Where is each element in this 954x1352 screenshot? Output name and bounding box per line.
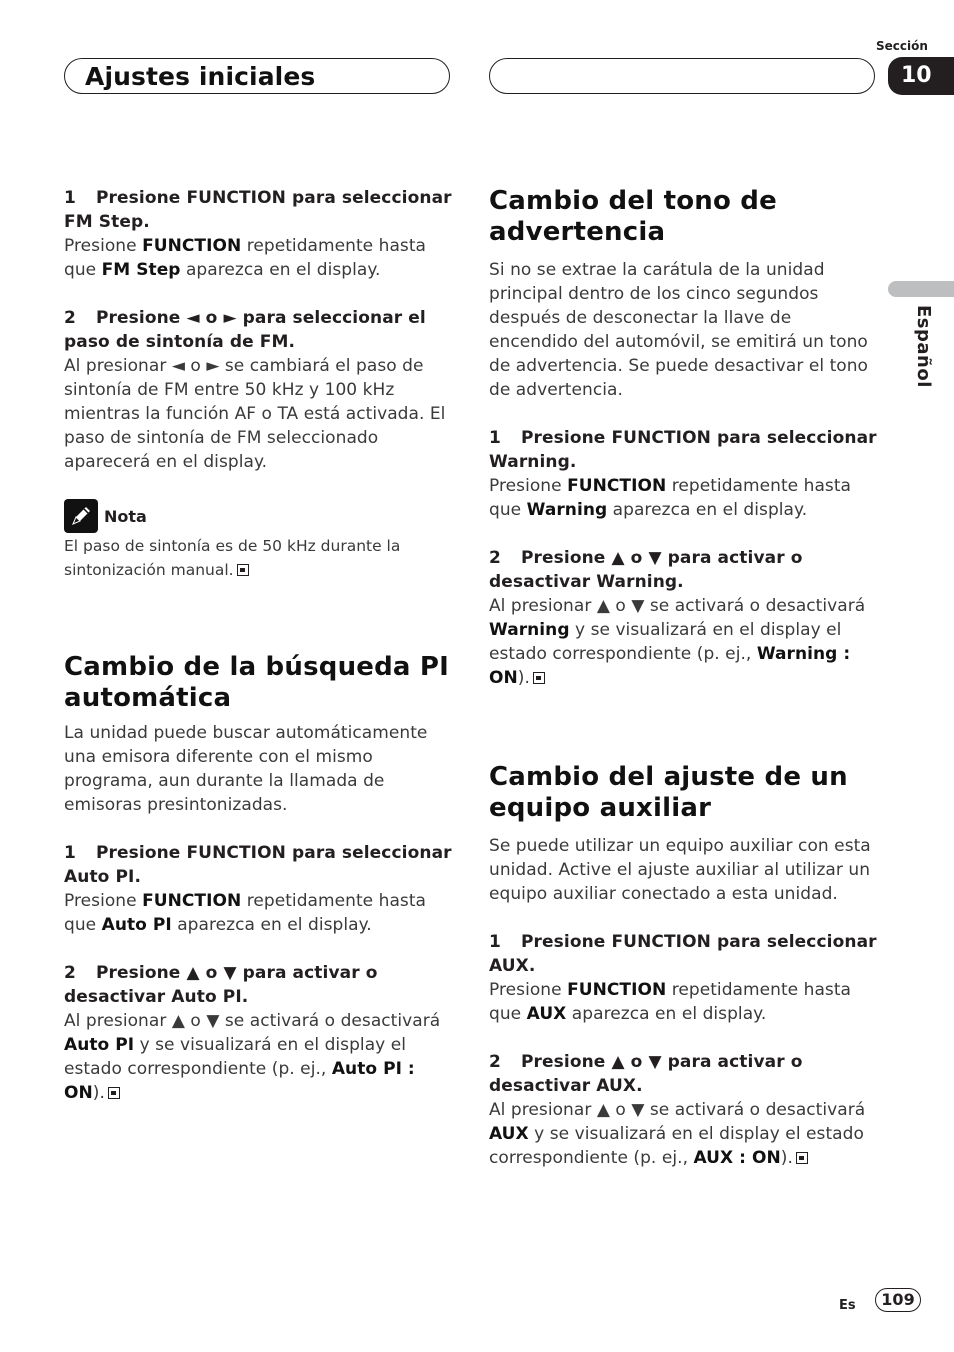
step-body: Al presionar ◄ o ► se cambiará el paso de sintonía de FM entre 50 kHz y 100 kHz mientras la función AF o TA está activada. El paso de sintonía de FM seleccionado aparecerá en el display.: [64, 356, 446, 472]
header-blank-box: [489, 58, 875, 94]
end-mark-icon: [108, 1087, 120, 1099]
step-heading: 1 Presione FUNCTION para seleccionar Auto PI.: [64, 843, 452, 887]
right-column: [489, 186, 877, 1170]
note-pencil-icon: [64, 499, 98, 533]
note-label: Nota: [104, 506, 147, 526]
language-label: Español: [913, 305, 934, 388]
note-header: [64, 498, 452, 534]
section-heading: Cambio del ajuste de un equipo auxiliar: [489, 762, 848, 823]
page-title: Ajustes iniciales: [85, 62, 316, 91]
section-intro: La unidad puede buscar automáticamente una emisora diferente con el mismo programa, aun durante la llamada de emisoras presintonizadas.: [64, 723, 428, 815]
page-number: 109: [875, 1288, 921, 1312]
step-heading: 2 Presione ◄ o ► para seleccionar el paso de sintonía de FM.: [64, 308, 426, 352]
step-body: Presione FUNCTION repetidamente hasta que Warning aparezca en el display.: [489, 476, 852, 520]
header-title-box: [64, 58, 450, 94]
section-label: Sección: [876, 39, 928, 53]
end-mark-icon: [796, 1152, 808, 1164]
language-code: Es: [839, 1298, 856, 1313]
section-number-tab: 10: [888, 57, 954, 95]
step-heading: 1 Presione FUNCTION para seleccionar AUX.: [489, 932, 877, 976]
section-heading: Cambio de la búsqueda PI automática: [64, 652, 450, 713]
step-heading: 1 Presione FUNCTION para seleccionar FM Step.: [64, 188, 452, 232]
step-body: Presione FUNCTION repetidamente hasta que FM Step aparezca en el display.: [64, 236, 427, 280]
step-heading: 1 Presione FUNCTION para seleccionar Warning.: [489, 428, 877, 472]
step-heading: 2 Presione ▲ o ▼ para activar o desactivar Warning.: [489, 548, 803, 592]
step-body: Presione FUNCTION repetidamente hasta que AUX aparezca en el display.: [489, 980, 852, 1024]
step-body: Al presionar ▲ o ▼ se activará o desactivará AUX y se visualizará en el display el estado correspondiente (p. ej., AUX : ON).: [489, 1100, 866, 1168]
step-body: Al presionar ▲ o ▼ se activará o desactivará Auto PI y se visualizará en el display el estado correspondiente (p. ej., Auto PI : ON).: [64, 1011, 441, 1103]
step-heading: 2 Presione ▲ o ▼ para activar o desactivar Auto PI.: [64, 963, 378, 1007]
step-heading: 2 Presione ▲ o ▼ para activar o desactivar AUX.: [489, 1052, 803, 1096]
section-heading: Cambio del tono de advertencia: [489, 186, 777, 247]
end-mark-icon: [533, 672, 545, 684]
step-body: Al presionar ▲ o ▼ se activará o desactivará Warning y se visualizará en el display el estado correspondiente (p. ej., Warning : ON).: [489, 596, 866, 688]
section-intro: Si no se extrae la carátula de la unidad principal dentro de los cinco segundos después de desconectar la llave de encendido del automóvil, se emitirá un tono de advertencia. Se puede desactivar el tono de advertencia.: [489, 260, 869, 400]
step-body: Presione FUNCTION repetidamente hasta que Auto PI aparezca en el display.: [64, 891, 427, 935]
section-intro: Se puede utilizar un equipo auxiliar con esta unidad. Active el ajuste auxiliar al utilizar un equipo auxiliar conectado a esta unidad.: [489, 836, 871, 904]
end-mark-icon: [237, 564, 249, 576]
language-tab: [888, 281, 954, 297]
left-column: [64, 186, 452, 1105]
note-text: El paso de sintonía es de 50 kHz durante la sintonización manual.: [64, 537, 401, 579]
